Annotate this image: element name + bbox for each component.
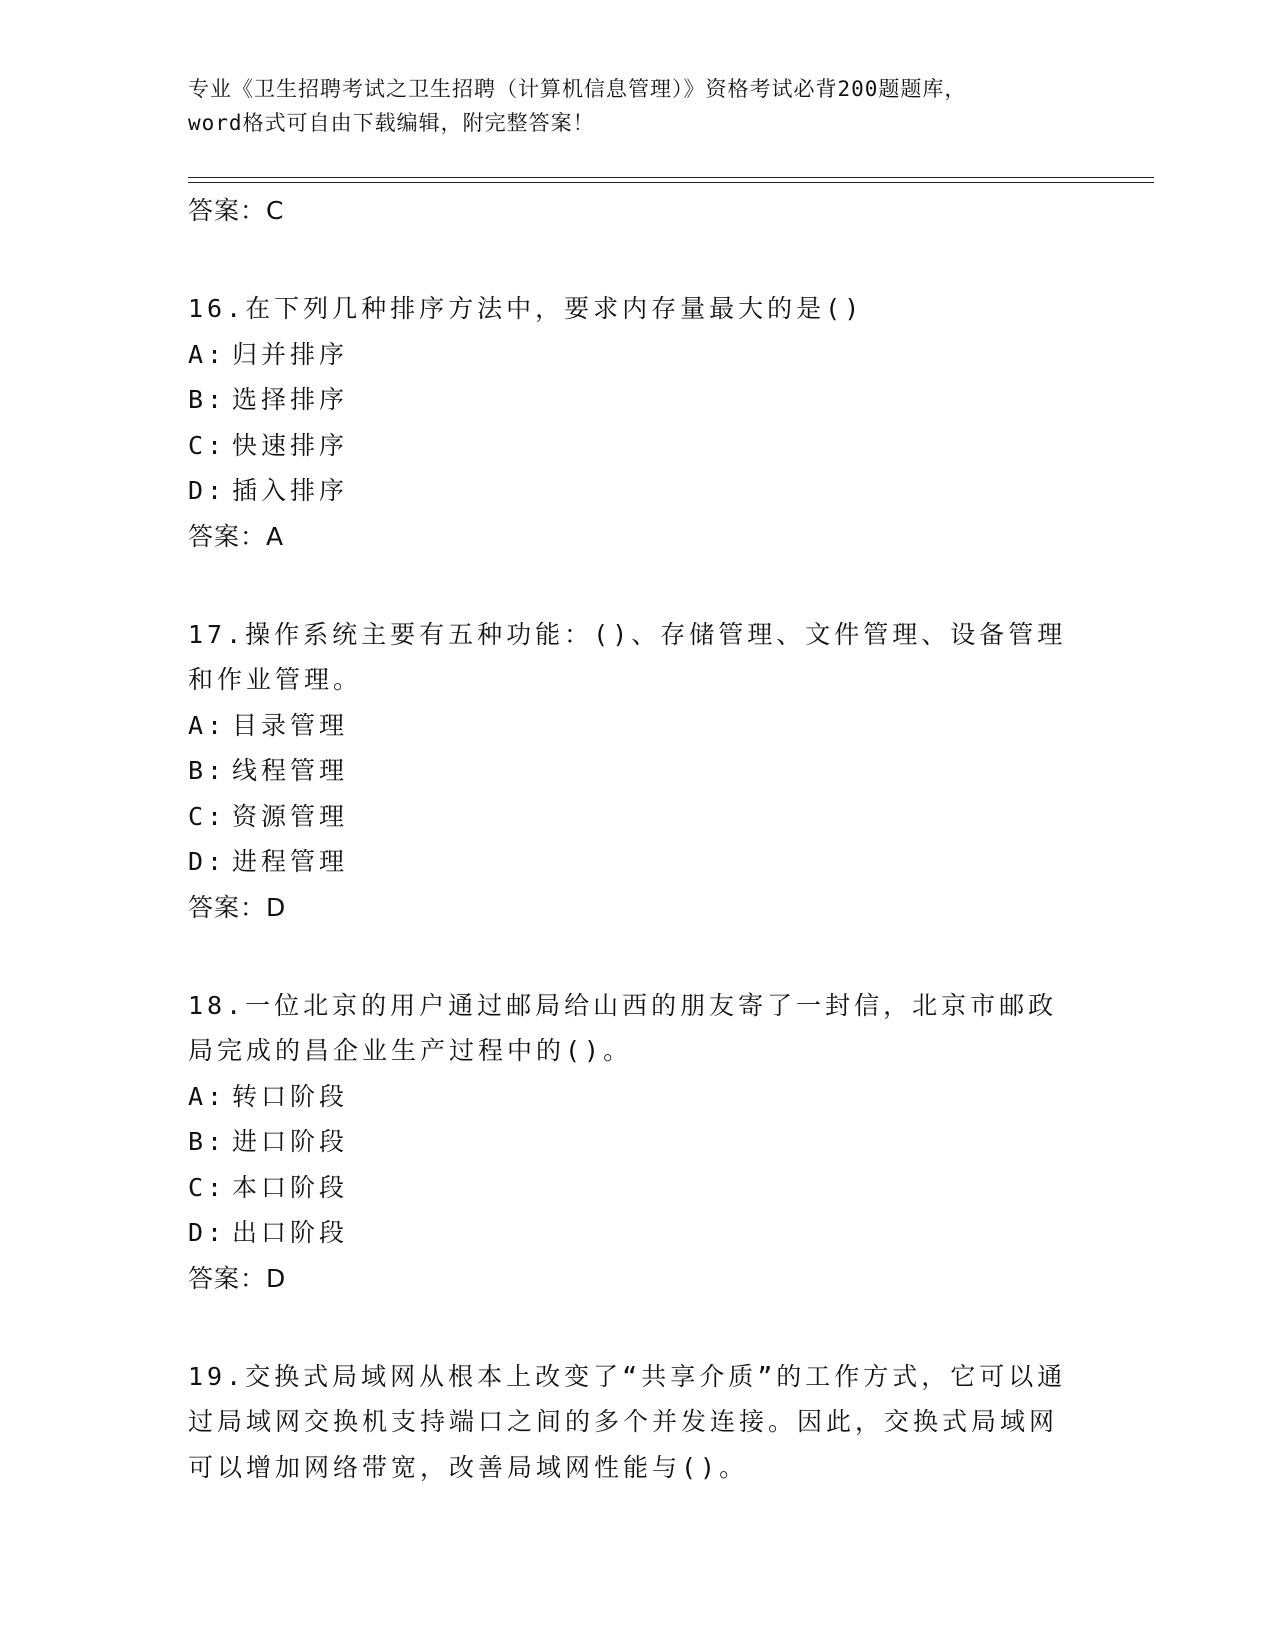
- question-text: 16.在下列几种排序方法中，要求内存量最大的是(): [188, 294, 864, 323]
- question-block: [188, 983, 1068, 1302]
- option-a: [188, 332, 1068, 378]
- question-text: 17.操作系统主要有五种功能：()、存储管理、文件管理、设备管理和作业管理。: [188, 619, 1067, 694]
- document-body: [188, 188, 1068, 1490]
- option-key: B:: [188, 756, 227, 785]
- answer-line: 答案：A: [188, 521, 285, 551]
- option-text: 出口阶段: [232, 1218, 349, 1247]
- header-line-2: word格式可自由下载编辑，附完整答案！: [188, 111, 595, 135]
- option-a: [188, 1074, 1068, 1120]
- option-key: C:: [188, 430, 227, 460]
- option-text: 线程管理: [232, 756, 349, 785]
- answer-line: 答案：D: [188, 892, 287, 922]
- option-c: [188, 423, 1068, 469]
- option-key: A:: [188, 710, 227, 740]
- option-key: D:: [188, 1218, 227, 1247]
- option-text: 插入排序: [232, 476, 349, 505]
- question-text: 18.一位北京的用户通过邮局给山西的朋友寄了一封信，北京市邮政局完成的昌企业生产过程中的()。: [188, 990, 1058, 1065]
- option-a: [188, 703, 1068, 749]
- option-b: [188, 748, 1068, 794]
- answer-line: 答案：C: [188, 196, 285, 225]
- header-line-1: 专业《卫生招聘考试之卫生招聘（计算机信息管理）》资格考试必背200题题库，: [188, 77, 967, 101]
- answer-line: 答案：D: [188, 1263, 287, 1293]
- option-key: D:: [188, 476, 227, 505]
- option-text: 目录管理: [232, 710, 349, 740]
- header-divider-bottom: [188, 182, 1154, 183]
- question-block: [188, 1354, 1068, 1491]
- option-text: 进程管理: [232, 847, 349, 876]
- option-text: 选择排序: [232, 385, 349, 414]
- option-key: A:: [188, 339, 227, 369]
- option-text: 进口阶段: [232, 1127, 349, 1156]
- option-text: 转口阶段: [232, 1081, 349, 1111]
- document-header: [188, 72, 1088, 140]
- option-key: C:: [188, 1172, 227, 1202]
- option-text: 资源管理: [232, 801, 349, 831]
- option-text: 快速排序: [232, 430, 349, 460]
- option-c: [188, 1165, 1068, 1211]
- option-key: C:: [188, 801, 227, 831]
- option-b: [188, 1119, 1068, 1165]
- header-divider-top: [188, 177, 1154, 178]
- question-block: [188, 612, 1068, 931]
- option-b: [188, 377, 1068, 423]
- option-d: [188, 1210, 1068, 1256]
- option-key: B:: [188, 385, 227, 414]
- option-d: [188, 839, 1068, 885]
- option-c: [188, 794, 1068, 840]
- option-text: 本口阶段: [232, 1172, 349, 1202]
- option-key: B:: [188, 1127, 227, 1156]
- question-block: [188, 286, 1068, 560]
- option-key: D:: [188, 847, 227, 876]
- question-text: 19.交换式局域网从根本上改变了“共享介质”的工作方式，它可以通过局域网交换机支持端口之间的多个并发连接。因此，交换式局域网可以增加网络带宽，改善局域网性能与()。: [188, 1361, 1067, 1482]
- option-text: 归并排序: [232, 339, 349, 369]
- option-d: [188, 468, 1068, 514]
- option-key: A:: [188, 1081, 227, 1111]
